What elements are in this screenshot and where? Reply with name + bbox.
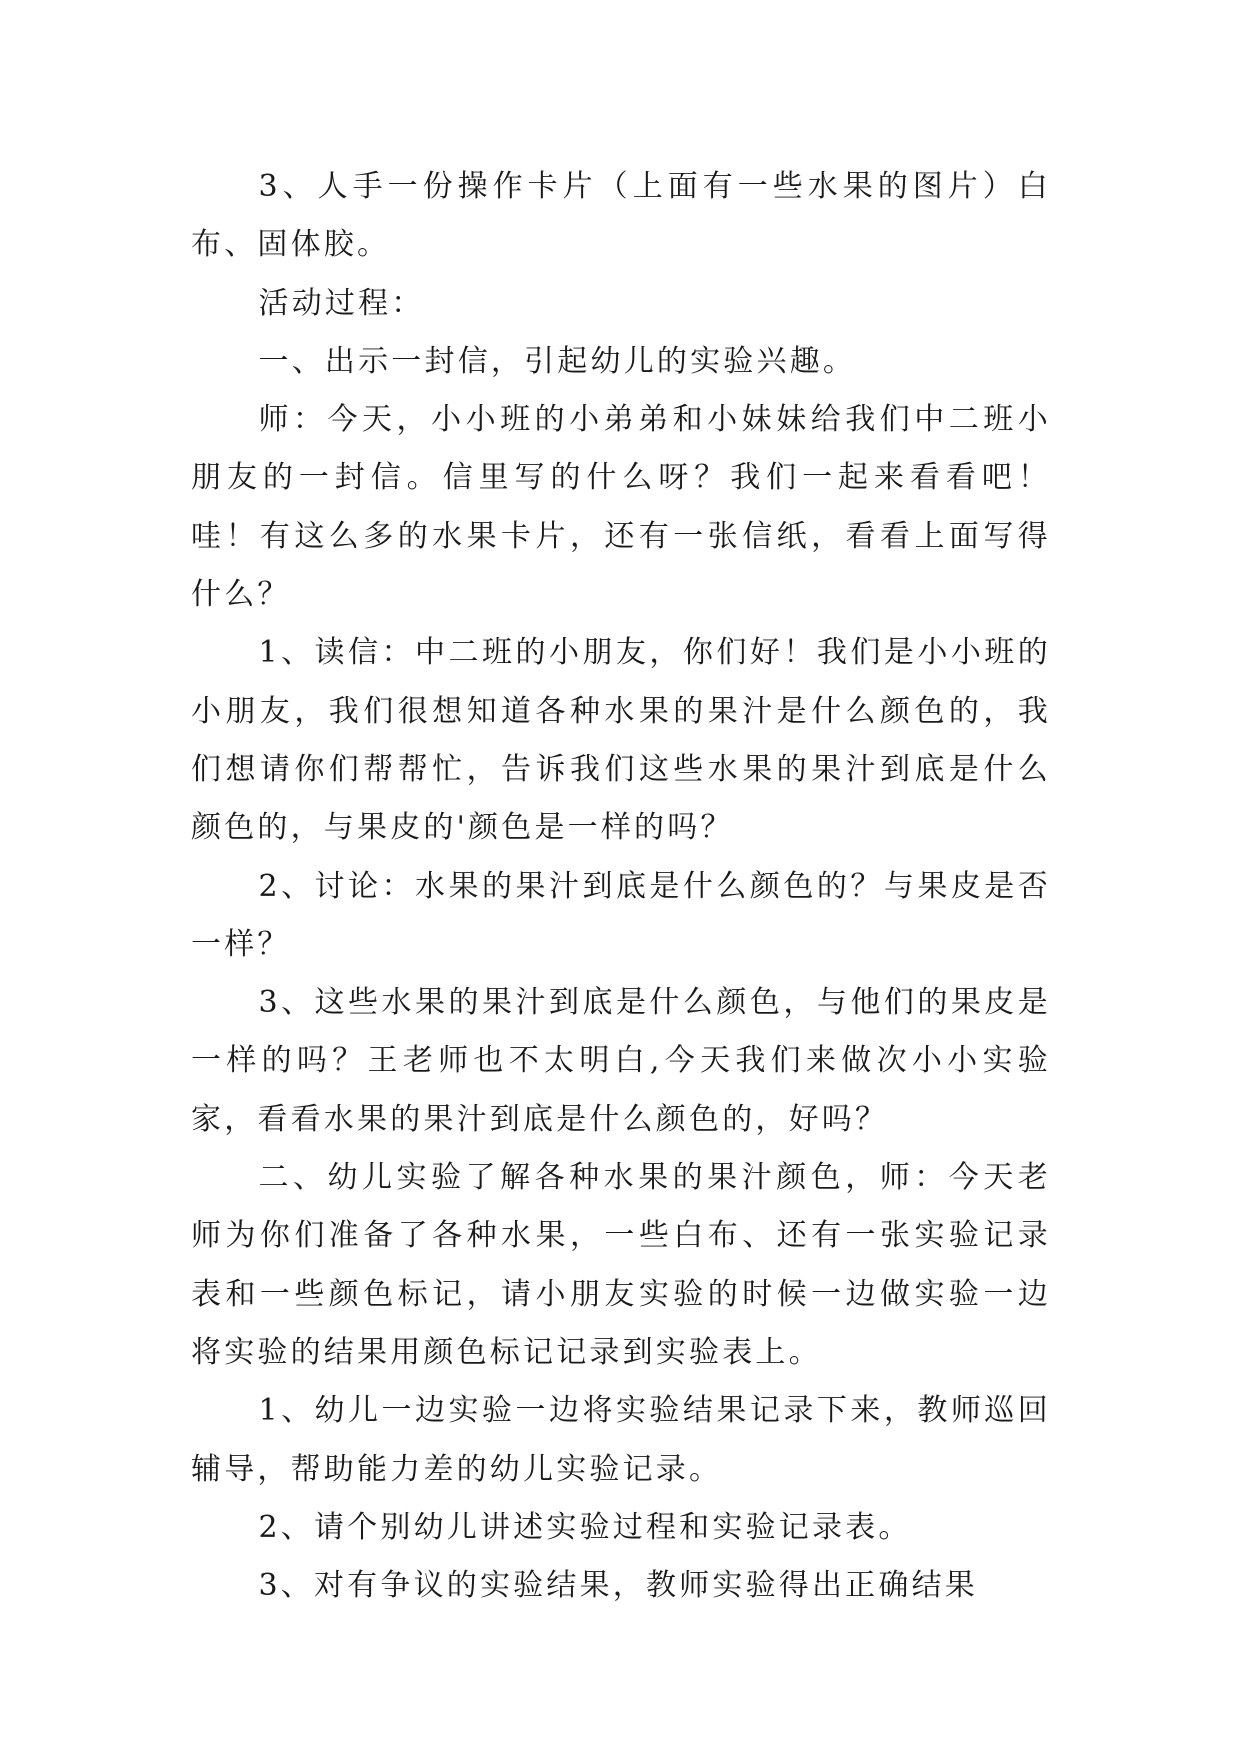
paragraph-teacher-intro: 师：今天，小小班的小弟弟和小妹妹给我们中二班小朋友的一封信。信里写的什么呀？我们一起来看看吧！哇！有这么多的水果卡片，还有一张信纸，看看上面写得什么？ [191,402,1051,613]
paragraph-process-heading: 活动过程： [258,285,425,321]
paragraph-materials: 3、人手一份操作卡片（上面有一些水果的图片）白布、固体胶。 [191,169,1051,263]
paragraph-question: 3、这些水果的果汁到底是什么颜色，与他们的果皮是一样的吗？王老师也不太明白,今天我们来做次小小实验家，看看水果的果汁到底是什么颜色的，好吗？ [191,985,1051,1137]
paragraph-step-one: 一、出示一封信，引起幼儿的实验兴趣。 [258,343,857,379]
paragraph-discussion: 2、讨论：水果的果汁到底是什么颜色的？与果皮是否一样？ [191,868,1051,962]
paragraph-describe-process: 2、请个别幼儿讲述实验过程和实验记录表。 [258,1509,912,1545]
paragraph-step-two: 二、幼儿实验了解各种水果的果汁颜色，师：今天老师为你们准备了各种水果，一些白布、还有一张实验记录表和一些颜色标记，请小朋友实验的时候一边做实验一边将实验的结果用颜色标记记录到实验表上。 [191,1160,1051,1370]
paragraph-read-letter: 1、读信：中二班的小朋友，你们好！我们是小小班的小朋友，我们很想知道各种水果的果汁是什么颜色的，我们想请你们帮帮忙，告诉我们这些水果的果汁到底是什么颜色的，与果皮的'颜色是一样的吗？ [191,635,1051,846]
paragraph-record-results: 1、幼儿一边实验一边将实验结果记录下来，教师巡回辅导，帮助能力差的幼儿实验记录。 [191,1393,1051,1487]
paragraph-verify-results: 3、对有争议的实验结果，教师实验得出正确结果 [258,1568,978,1604]
document-body [191,158,1051,1615]
